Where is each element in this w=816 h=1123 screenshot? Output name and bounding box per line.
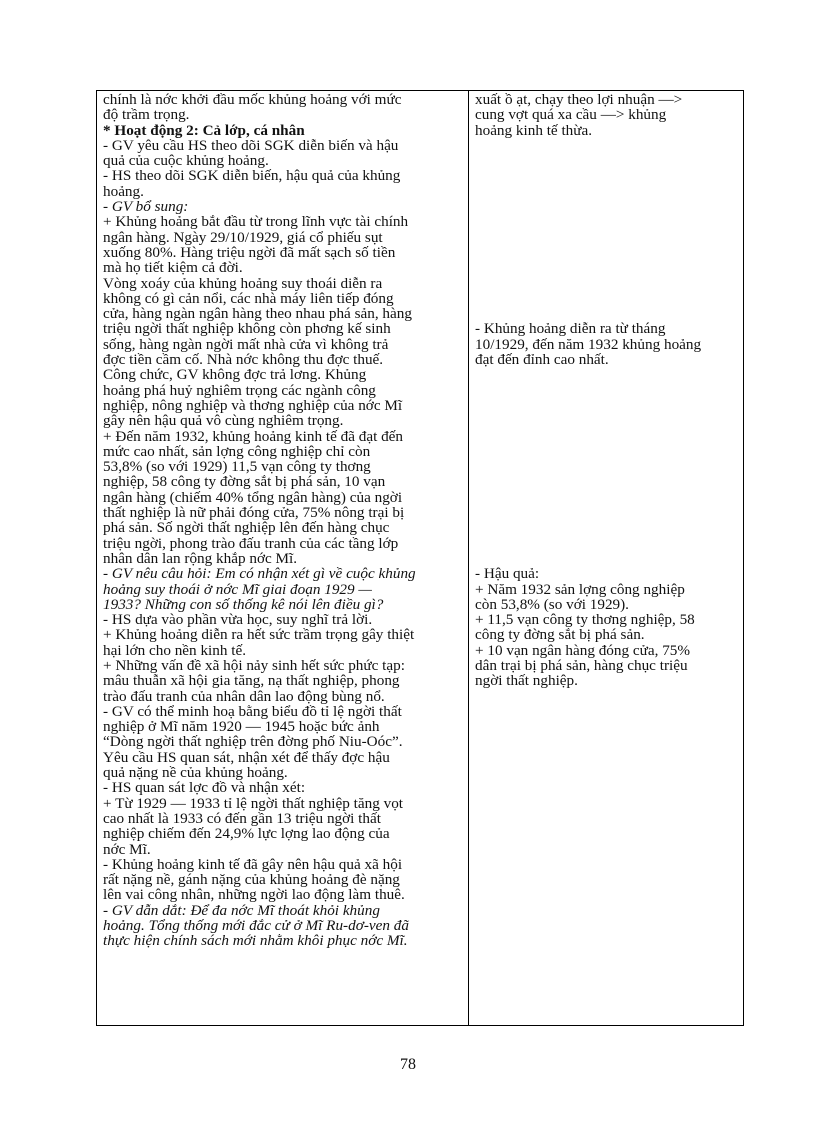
text-line: nghiệp ở Mĩ năm 1920 — 1945 hoặc bức ảnh (103, 719, 380, 735)
text-line: “Dòng ngời thất nghiệp trên đờng phố Niu-Oóc”. (103, 734, 403, 750)
text-line: nhân dân lan rộng khắp nớc Mĩ. (103, 550, 298, 567)
text-line: rất nặng nề, gánh nặng của khủng hoảng đè nặng (103, 872, 400, 888)
text-line: + Những vấn đề xã hội nảy sinh hết sức phức tạp: (103, 657, 405, 674)
text-line: - GV bổ sung: (103, 199, 189, 215)
text-line: xuất ồ ạt, chạy theo lợi nhuận —> (475, 92, 683, 108)
text-line: - GV có thể minh hoạ bằng biểu đồ tỉ lệ ngời thất (103, 703, 402, 720)
text-line: dân trại bị phá sản, hàng chục triệu (475, 658, 688, 674)
page-number: 78 (400, 1056, 416, 1073)
text-line: cung vợt quá xa cầu —> khủng (475, 107, 667, 123)
text-line: quả của cuộc khủng hoảng. (103, 153, 269, 169)
text-line: nghiệp, 58 công ty đờng sắt bị phá sản, 10 vạn (103, 474, 386, 490)
text-line: ngời thất nghiệp. (475, 673, 578, 689)
text-line: hoảng. (103, 183, 144, 200)
text-line: lên vai công nhân, những ngời lao động làm thuê. (103, 887, 405, 903)
text-line: nớc Mĩ. (103, 841, 151, 857)
text-line: - GV yêu cầu HS theo dõi SGK diễn biến và hậu (103, 137, 399, 154)
text-line: + 11,5 vạn công ty thơng nghiệp, 58 (475, 612, 695, 628)
text-line: mà họ tiết kiệm cả đời. (103, 260, 243, 276)
text-line: còn 53,8% (so với 1929). (475, 596, 629, 613)
text-line: + Khủng hoảng bắt đầu từ trong lĩnh vực tài chính (103, 214, 409, 230)
text-line: công ty đờng sắt bị phá sản. (475, 627, 645, 643)
text-line: + 10 vạn ngân hàng đóng cửa, 75% (475, 642, 691, 659)
text-line: triệu ngời thất nghiệp không còn phơng kế sinh (103, 321, 391, 337)
text-line: sống, hàng ngàn ngời mất nhà cửa vì không trả (103, 336, 389, 353)
text-line: phá sản. Số ngời thất nghiệp lên đến hàng chục (103, 520, 390, 536)
text-line: hại lớn cho nền kinh tế. (103, 642, 246, 658)
text-line: nghiệp chiếm đến 24,9% lực lợng lao động của (103, 826, 390, 842)
text-line: hoảng phá huỷ nghiêm trọng các ngành công (103, 382, 376, 398)
text-line: quả nặng nề của khủng hoảng. (103, 765, 288, 781)
text-line: - GV dẫn dắt: Để đa nớc Mĩ thoát khỏi khủng (103, 902, 380, 919)
text-line: 1933? Những con số thống kê nói lên điều gì? (103, 596, 384, 613)
text-line: hoảng suy thoái ở nớc Mĩ giai đoạn 1929 — (103, 581, 372, 597)
text-line: cao nhất là 1933 có đến gần 13 triệu ngời thất (103, 810, 381, 827)
text-line: ngân hàng (chiếm 40% tổng ngân hàng) của ngời (103, 489, 403, 506)
text-line: Vòng xoáy của khủng hoảng suy thoái diễn ra (103, 275, 383, 291)
text-line: - HS dựa vào phần vừa học, suy nghĩ trả lời. (103, 612, 373, 628)
text-line: - Hậu quả: (475, 566, 540, 582)
teacher-student-activities-column (103, 92, 463, 949)
text-line: + Khủng hoảng diễn ra hết sức trầm trọng gây thiệt (103, 627, 415, 643)
text-line: - Khủng hoảng diễn ra từ tháng (475, 321, 666, 337)
text-line: + Năm 1932 sản lợng công nghiệp (475, 581, 685, 597)
text-line: hoảng. Tổng thống mới đắc cử ở Mĩ Ru-dơ-ven đã (103, 918, 409, 934)
text-line: * Hoạt động 2: Cả lớp, cá nhân (103, 122, 305, 138)
text-line: + Từ 1929 — 1933 tỉ lệ ngời thất nghiệp tăng vọt (103, 795, 404, 811)
text-line: mức cao nhất, sản lợng công nghiệp chỉ còn (103, 443, 371, 460)
text-line: 53,8% (so với 1929) 11,5 vạn công ty thơng (103, 459, 371, 475)
text-line: đợc tiền cầm cố. Nhà nớc không thu đợc thuế. (103, 352, 384, 368)
text-line: mâu thuẫn xã hội gia tăng, nạ thất nghiệp, phong (103, 673, 400, 689)
text-line: - GV nêu câu hỏi: Em có nhận xét gì về cuộc khủng (103, 566, 416, 582)
blank-space (475, 367, 739, 566)
key-knowledge-column (475, 92, 739, 689)
text-line: không có gì cản nổi, các nhà máy liên tiếp đóng (103, 290, 394, 307)
text-line: - Khủng hoảng kinh tế đã gây nên hậu quả xã hội (103, 856, 403, 873)
blank-space (475, 138, 739, 322)
text-line: đạt đến đỉnh cao nhất. (475, 352, 609, 368)
text-line: - HS theo dõi SGK diễn biến, hậu quả của khủng (103, 168, 401, 184)
text-line: + Đến năm 1932, khủng hoảng kinh tế đã đạt đến (103, 428, 404, 444)
text-line: hoảng kinh tế thừa. (475, 122, 593, 138)
text-line: thất nghiệp là nữ phải đóng cửa, 75% nông trại bị (103, 505, 405, 521)
text-line: trào đấu tranh của nhân dân lao động bùng nổ. (103, 688, 385, 704)
text-line: ngân hàng. Ngày 29/10/1929, giá cổ phiếu sụt (103, 229, 383, 245)
column-divider (468, 91, 469, 1025)
text-line: nghiệp, nông nghiệp và thơng nghiệp của nớc Mĩ (103, 397, 403, 414)
text-line: - HS quan sát lợc đồ và nhận xét: (103, 780, 306, 796)
text-line: độ trầm trọng. (103, 107, 190, 123)
text-line: triệu ngời, phong trào đấu tranh của các tầng lớp (103, 535, 399, 551)
text-line: gây nên hậu quả vô cùng nghiêm trọng. (103, 413, 344, 429)
text-line: 10/1929, đến năm 1932 khủng hoảng (475, 336, 702, 353)
text-line: Công chức, GV không đợc trả lơng. Khủng (103, 367, 367, 383)
text-line: Yêu cầu HS quan sát, nhận xét để thấy đợc hậu (103, 749, 390, 766)
text-line: xuống 80%. Hàng triệu ngời đã mất sạch số tiền (103, 244, 396, 261)
lesson-table (96, 90, 744, 1026)
text-line: cửa, hàng ngàn ngân hàng theo nhau phá sản, hàng (103, 306, 412, 322)
text-line: chính là nớc khởi đầu mốc khủng hoảng với mức (103, 92, 402, 108)
text-line: thực hiện chính sách mới nhằm khôi phục nớc Mĩ. (103, 933, 408, 949)
